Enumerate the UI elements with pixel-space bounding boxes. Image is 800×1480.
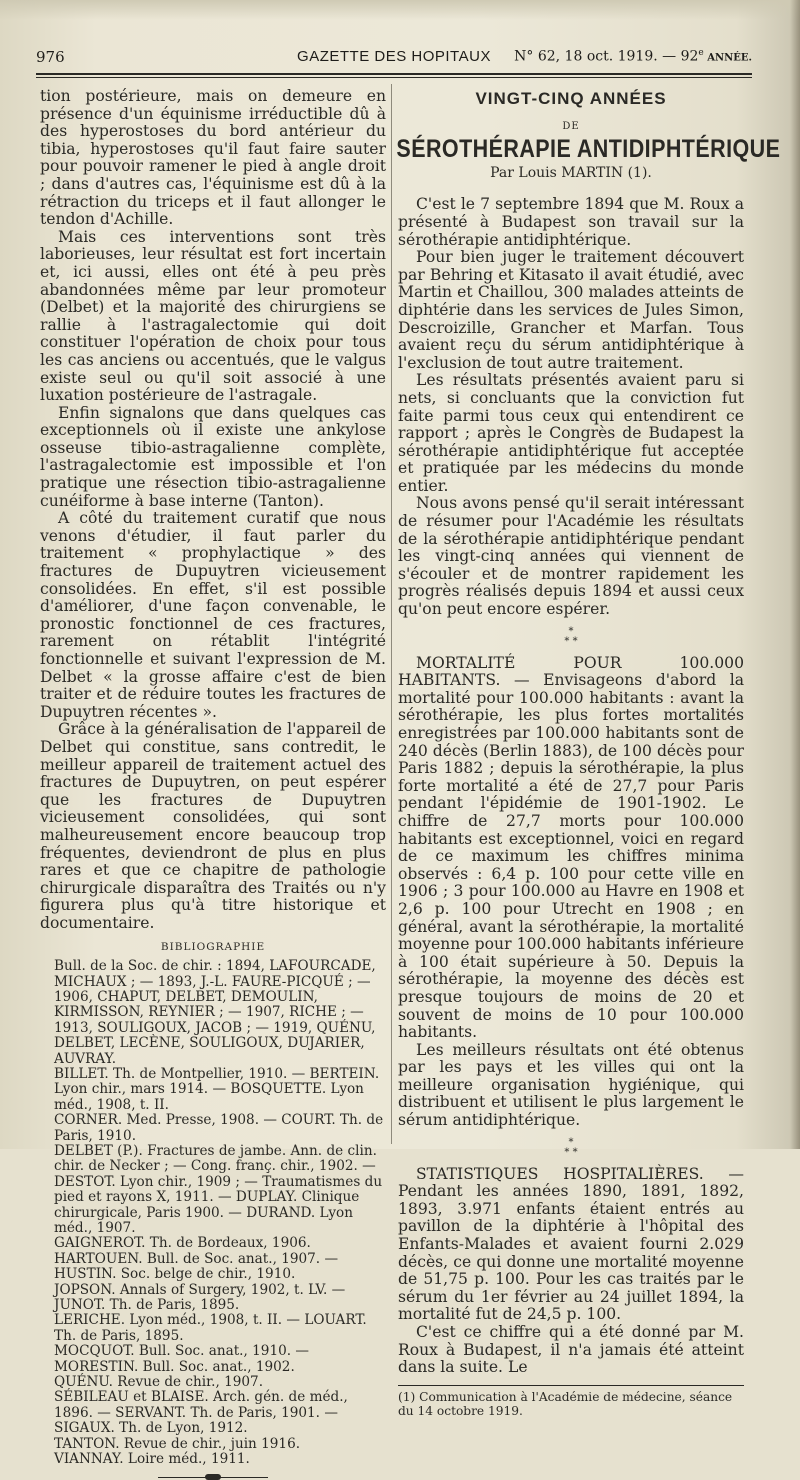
left-paragraph-2: Mais ces interventions sont très laborieuses, leur résultat est fort incertain et, ici aussi, elles ont été à peu près abandonnées même par leur promoteur (Delbet) et la majorité des chirurgiens se rallie à l'astragalectomie qui doit constituer l'opération de choix pour tous les cas anciens ou accentués, que le valgus existe seul ou qu'il soit associé à une luxation postérieure de l'astragale. xyxy=(40,227,386,405)
right-column xyxy=(396,88,781,1418)
page-number: 976 xyxy=(36,48,65,66)
right-paragraph-1: C'est le 7 septembre 1894 que M. Roux a présenté à Budapest son travail sur la sérothérapie antidiphtérique. xyxy=(398,195,744,249)
journal-title: GAZETTE DES HOPITAUX xyxy=(297,48,491,65)
right-paragraph-2: Pour bien juger le traitement découvert par Behring et Kitasato il avait étudié, avec Martin et Chaillou, 300 malades atteints de diphtérie dans les services de Jules Simon, Descroizille, Grancher et Marfan. Tous avaient reçu du sérum antidiphtérique à l'exclusion de tout autre traitement. xyxy=(398,248,744,372)
article-title-de: DE xyxy=(562,120,580,132)
left-paragraph-5: Grâce à la généralisation de l'appareil de Delbet qui constitue, sans contredit, le meilleur appareil de traitement actuel des fractures de Dupuytren, on peut espérer que les fractures de Dupuytren vicieusement consolidées, qui sont malheureusement encore beaucoup trop fréquentes, deviendront de plus en plus rares et que ce chapitre de pathologie chirurgicale disparaîtra des Traités ou n'y figurera plus qu'à titre historique et documentaire. xyxy=(40,720,386,932)
left-column xyxy=(40,88,386,1480)
statistics-paragraph: STATISTIQUES HOSPITALIÈRES. — Pendant les années 1890, 1891, 1892, 1893, 3.971 enfants étaient entrés au pavillon de la diphtérie à l'hôpital des Enfants-Malades et avaient fourni 2.029 décès, ce qui donne une mortalité moyenne de 51,75 p. 100. Pour les cas traités par le sérum du 1er février au 24 juillet 1894, la mortalité fut de 24,5 p. 100. xyxy=(398,1164,744,1324)
bibliography-entry: CORNER. Med. Presse, 1908. — COURT. Th. de Paris, 1910. xyxy=(54,1112,384,1144)
bibliography-entry: MOCQUOT. Bull. Soc. anat., 1910. — MORESTIN. Bull. Soc. anat., 1902. xyxy=(54,1343,309,1375)
section-separator-stars: * * * xyxy=(564,1136,578,1158)
column-divider xyxy=(391,84,392,1144)
bibliography-entry: HARTOUEN. Bull. de Soc. anat., 1907. — HUSTIN. Soc. belge de chir., 1910. xyxy=(54,1250,339,1283)
mortality-paragraph: MORTALITÉ POUR 100.000 HABITANTS. — Envisageons d'abord la mortalité pour 100.000 habitants : avant la sérothérapie, les plus fortes mortalités enregistrées par 100.000 habitants sont de 240 décès (Berlin 1883), de 100 décès pour Paris 1882 ; depuis la sérothérapie, la plus forte mortalité a été de 27,7 pour Paris pendant l'épidémie de 1901-1902. Le chiffre de 27,7 morts pour 100.000 habitants est exceptionnel, voici en regard de ce maximum les chiffres minima observés : 6,4 p. 100 pour cette ville en 1906 ; 3 pour 100.000 au Havre en 1908 et 2,6 p. 100 pour Utrecht en 1908 ; en général, avant la sérothérapie, la mortalité moyenne pour 100.000 habitants inférieure à 100 était supérieure à 50. Depuis la sérothérapie, la moyenne des décès est presque toujours de moins de 20 et souvent de moins de 10 pour 100.000 habitants. xyxy=(398,653,744,1042)
article-author: Par Louis MARTIN (1). xyxy=(490,164,652,181)
right-paragraph-6: Les meilleurs résultats ont été obtenus par les pays et les villes qui ont la meilleure organisation hygiénique, qui distribuent et utilisent le plus largement le sérum antidiphtérique. xyxy=(398,1040,744,1130)
end-ornament xyxy=(158,1474,268,1480)
right-paragraph-3: Les résultats présentés avaient paru si nets, si concluants que la conviction fut faite parmi tous ceux qui entendirent ce rapport ; après le Congrès de Budapest la sérothérapie antidiphtérique fut acceptée et pratiquée par les médecins du monde entier. xyxy=(398,371,744,495)
header-rule-thick xyxy=(36,73,752,75)
right-paragraph-4: Nous avons pensé qu'il serait intéressant de résumer pour l'Académie les résultats de la sérothérapie antidiphtérique pendant les vingt-cinq années qui viennent de s'écouler et de montrer rapidement les progrès réalisés depuis 1894 et aussi ceux qu'on peut encore espérer. xyxy=(398,494,744,619)
right-paragraph-8: C'est ce chiffre qui a été donné par M. Roux à Budapest, il n'a jamais été atteint dans la suite. Le xyxy=(398,1323,744,1377)
bibliography-entry: QUÉNU. Revue de chir., 1907. xyxy=(54,1374,264,1391)
running-header xyxy=(36,48,752,70)
left-paragraph-1: tion postérieure, mais on demeure en présence d'un équinisme irréductible dû à des hyperostoses du bord antérieur du tibia, hyperostoses qu'il faut faire sauter pour pouvoir ramener le pied à angle droit ; dans d'autres cas, l'équinisme est dû à la rétraction du triceps et il faut allonger le tendon d'Achille. xyxy=(40,87,386,229)
bibliography-entry: LERICHE. Lyon méd., 1908, t. II. — LOUART. Th. de Paris, 1895. xyxy=(54,1312,367,1344)
bibliography-heading: BIBLIOGRAPHIE xyxy=(160,940,266,953)
article-title-main: SÉROTHÉRAPIE ANTIDIPHTÉRIQUE xyxy=(396,135,781,164)
left-paragraph-3: Enfin signalons que dans quelques cas exceptionnels où il existe une ankylose osseuse tibio-astragalienne complète, l'astragalectomie est impossible et l'on pratique une résection tibio-astragalienne cunéiforme à base interne (Tanton). xyxy=(40,403,386,510)
bibliography-entry: SÉBILEAU et BLAISE. Arch. gén. de méd., 1896. — SERVANT. Th. de Paris, 1901. — SIGAUX. Th. de Lyon, 1912. xyxy=(54,1389,348,1437)
bibliography-entry: Bull. de la Soc. de chir. : 1894, LAFOURCADE, MICHAUX ; — 1893, J.-L. FAURE-PICQUÉ ; — 1906, CHAPUT, DELBET, DEMOULIN, KIRMISSON, REYNIER ; — 1907, RICHE ; — 1913, SOULIGOUX, JACOB ; — 1919, QUÉNU, DELBET, LECÈNE, SOULIGOUX, DUJARIER, AUVRAY. xyxy=(54,958,376,1067)
bibliography-entry: BILLET. Th. de Montpellier, 1910. — BERTEIN. Lyon chir., mars 1914. — BOSQUETTE. Lyon méd., 1908, t. II. xyxy=(54,1065,380,1113)
page-edge-shadow xyxy=(790,0,800,1149)
bibliography-entry: VIANNAY. Loire méd., 1911. xyxy=(54,1451,250,1468)
article-title-line1: VINGT-CINQ ANNÉES xyxy=(475,89,667,108)
bibliography-entry: TANTON. Revue de chir., juin 1916. xyxy=(54,1435,301,1452)
bibliography-entry: DELBET (P.). Fractures de jambe. Ann. de clin. chir. de Necker ; — Cong. franç. chir., 1902. — DESTOT. Lyon chir., 1909 ; — Traumatismes du pied et rayons X, 1911. — DUPLAY. Clinique chirurgicale, Paris 1900. — DURAND. Lyon méd., 1907. xyxy=(54,1142,383,1236)
page-top-shadow xyxy=(0,0,800,20)
bibliography-entry: GAIGNEROT. Th. de Bordeaux, 1906. xyxy=(54,1235,311,1252)
header-rule-thin xyxy=(36,77,752,78)
article-title-block xyxy=(396,89,781,182)
bibliography-entry: JOPSON. Annals of Surgery, 1902, t. LV. — JUNOT. Th. de Paris, 1895. xyxy=(54,1281,346,1314)
issue-info: N° 62, 18 oct. 1919. — 92e ANNÉE. xyxy=(514,48,752,65)
statistics-lead: STATISTIQUES HOSPITALIÈRES. xyxy=(416,1164,704,1183)
footnote-rule xyxy=(398,1385,744,1386)
mortality-lead: MORTALITÉ POUR 100.000 HABITANTS. xyxy=(398,653,744,690)
footnote: (1) Communication à l'Académie de médecine, séance du 14 octobre 1919. xyxy=(398,1389,733,1418)
section-separator-stars: * * * xyxy=(564,625,578,647)
left-paragraph-4: A côté du traitement curatif que nous venons d'étudier, il faut parler du traitement « prophylactique » des fractures de Dupuytren vicieusement consolidées. En effet, s'il est possible d'améliorer, d'une façon convenable, le pronostic fonctionnel de ces fractures, rarement on rétablit l'intégrité fonctionnelle et suivant l'expression de M. Delbet « la grosse affaire c'est de bien traiter et de réduire toutes les fractures de Dupuytren récentes ». xyxy=(40,509,386,721)
